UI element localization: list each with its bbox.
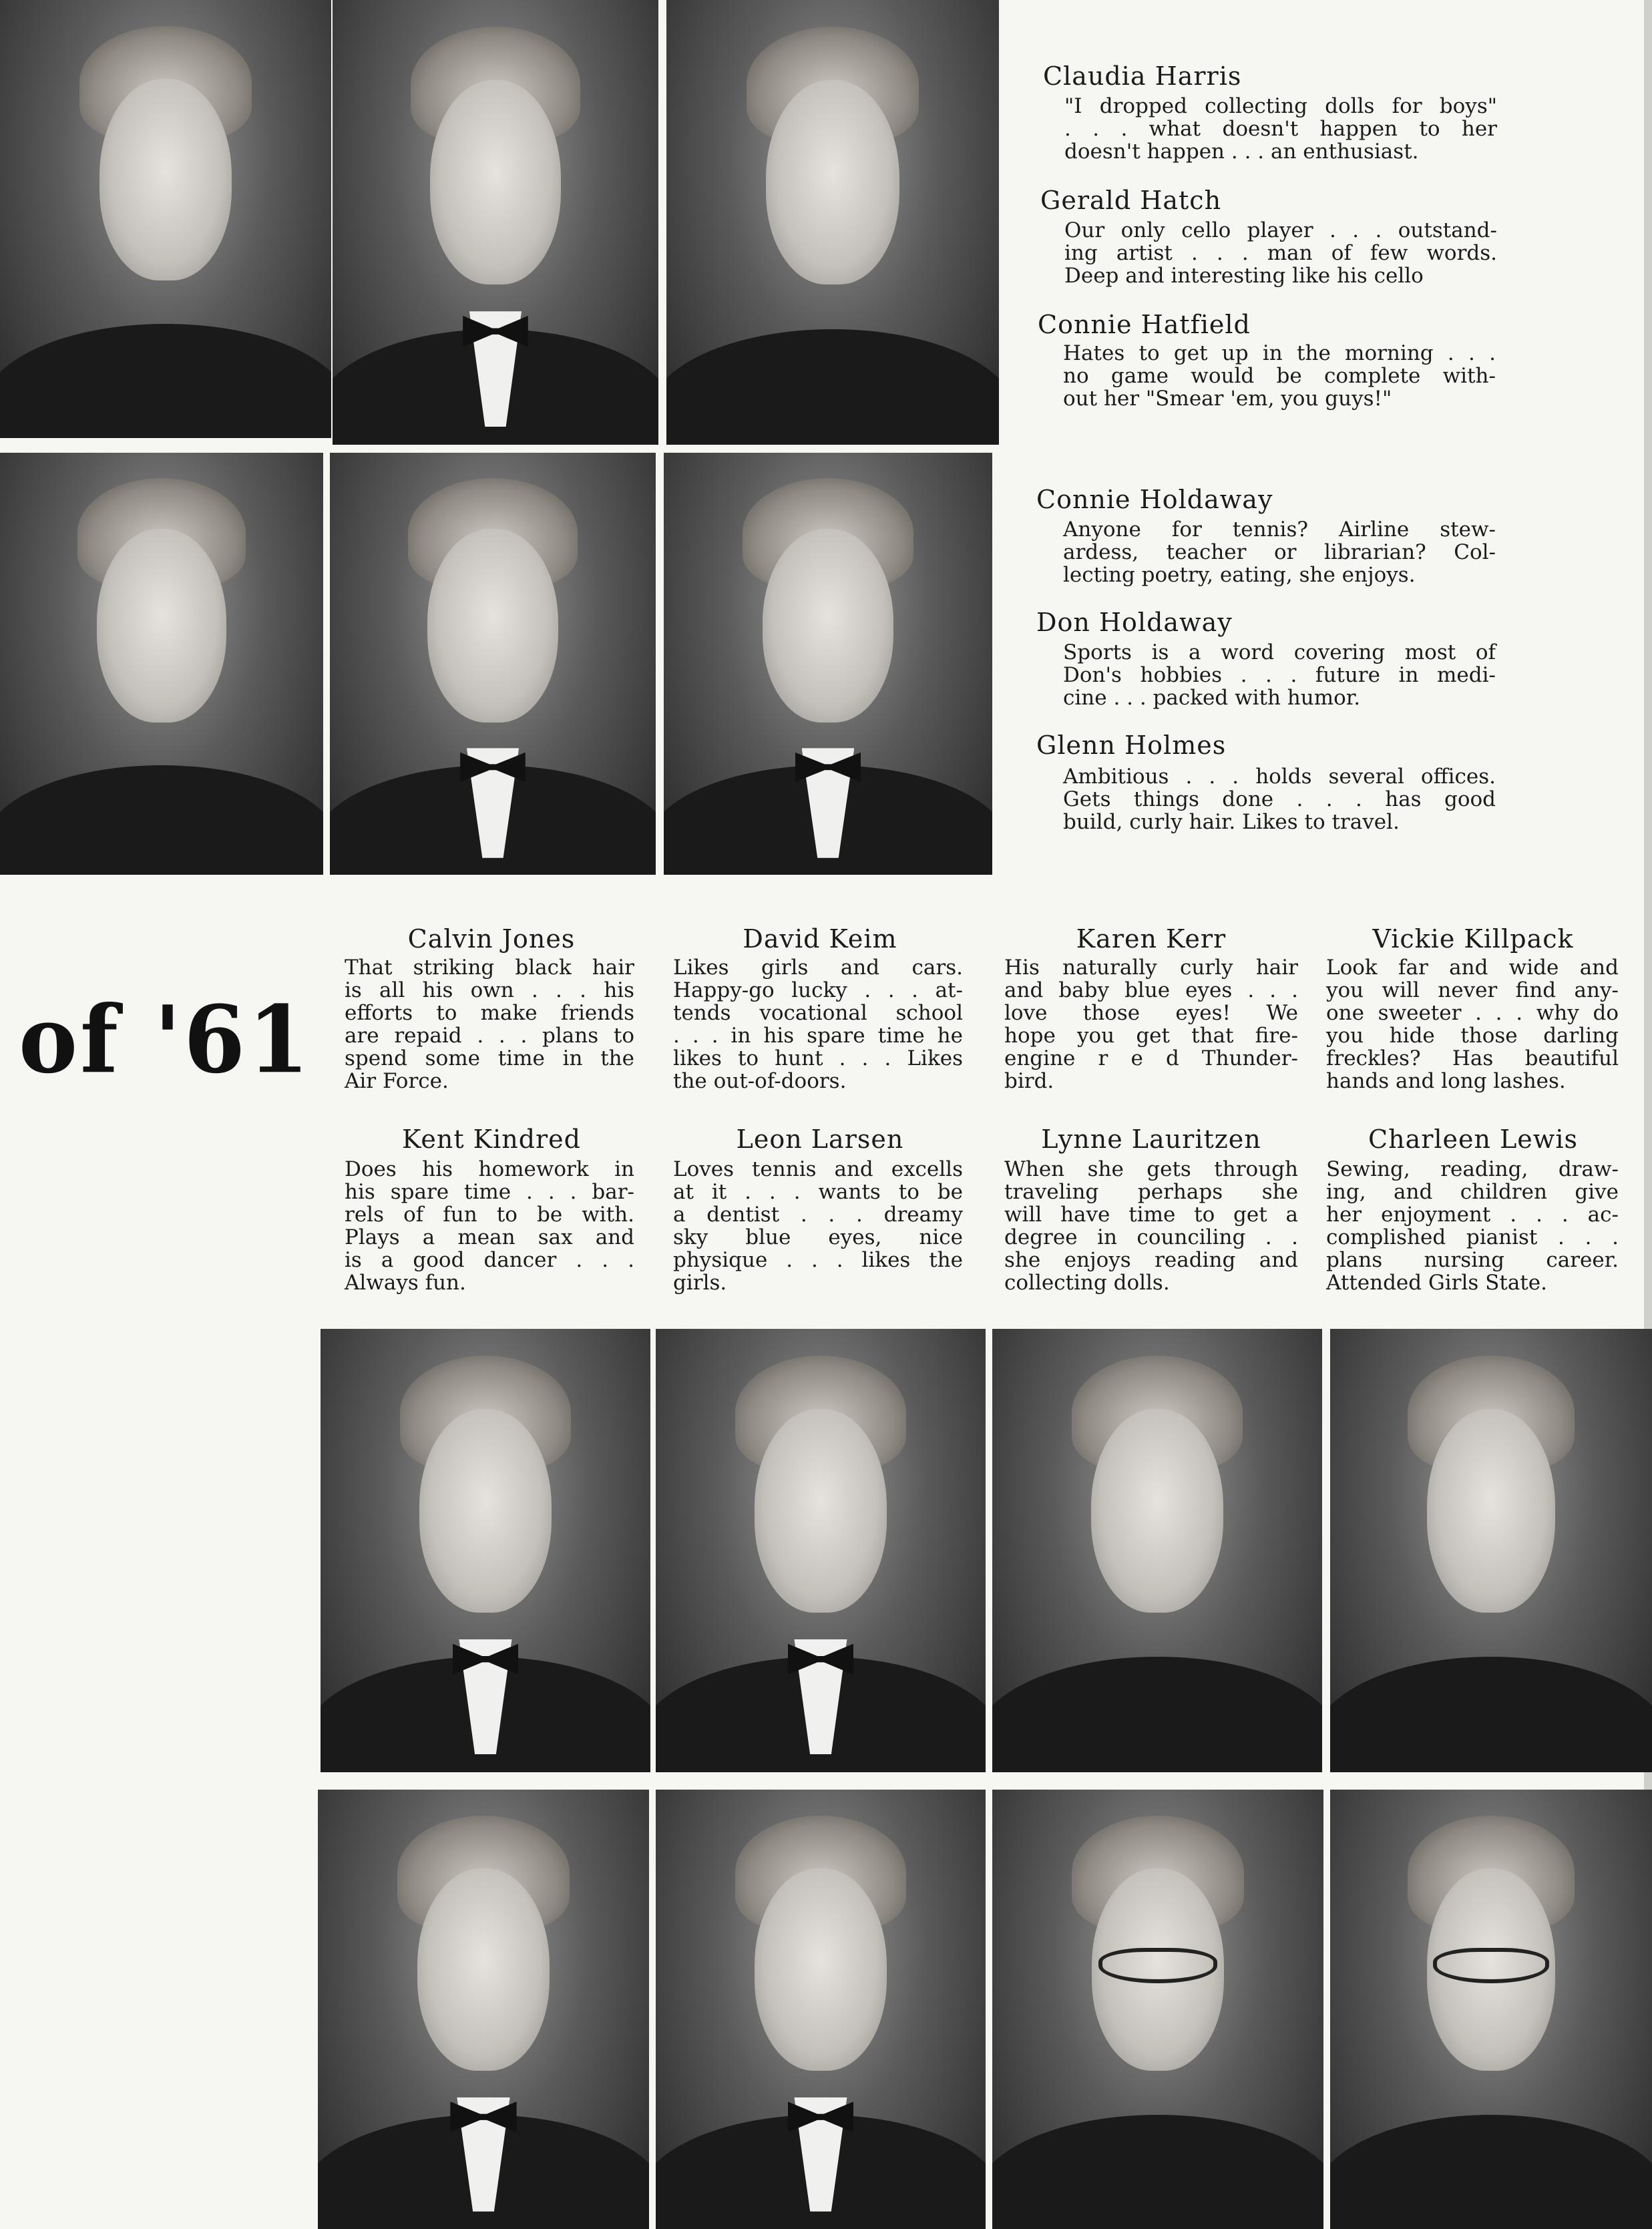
blurb-line: Plays a mean sax and — [345, 1225, 634, 1249]
blurb-line: complished pianist . . . — [1326, 1225, 1619, 1249]
blurb-line: is all his own . . . his — [345, 978, 634, 1002]
student-name: Claudia Harris — [1043, 61, 1242, 91]
student-name: Calvin Jones — [407, 924, 576, 954]
student-blurb — [345, 956, 634, 1092]
blurb-line: spend some time in the — [345, 1046, 634, 1070]
portrait-gerald-hatch — [333, 0, 658, 445]
blurb-line: . . . what doesn't happen to her — [1064, 117, 1497, 141]
blurb-line: are repaid . . . plans to — [345, 1024, 634, 1048]
student-blurb — [1063, 518, 1496, 586]
blurb-line: plans nursing career. — [1326, 1248, 1619, 1272]
student-blurb — [1064, 219, 1497, 287]
blurb-line: Look far and wide and — [1326, 956, 1619, 980]
blurb-line: Always fun. — [345, 1271, 466, 1295]
blurb-line: engine r e d Thunder- — [1004, 1046, 1298, 1070]
student-blurb — [1064, 95, 1497, 163]
portrait-charleen-lewis — [1330, 1790, 1652, 2229]
blurb-line: Likes girls and cars. — [673, 956, 963, 980]
blurb-line: collecting dolls. — [1004, 1271, 1170, 1295]
blurb-line: Attended Girls State. — [1326, 1271, 1547, 1295]
blurb-line: When she gets through — [1004, 1157, 1298, 1181]
student-name: Leon Larsen — [736, 1125, 904, 1154]
portrait-kent-kindred — [318, 1790, 649, 2229]
blurb-line: That striking black hair — [345, 956, 634, 980]
blurb-line: a dentist . . . dreamy — [673, 1203, 963, 1227]
student-blurb — [1326, 1158, 1619, 1294]
blurb-line: doesn't happen . . . an enthusiast. — [1064, 140, 1419, 164]
blurb-line: Hates to get up in the morning . . . — [1063, 341, 1496, 365]
blurb-line: Does his homework in — [345, 1157, 634, 1181]
blurb-line: out her "Smear 'em, you guys!" — [1063, 387, 1392, 411]
blurb-line: will have time to get a — [1004, 1203, 1298, 1227]
blurb-line: hands and long lashes. — [1326, 1069, 1566, 1093]
student-blurb — [1063, 641, 1496, 709]
student-blurb — [1063, 765, 1496, 833]
blurb-line: is a good dancer . . . — [345, 1248, 634, 1272]
portrait-claudia-harris — [0, 0, 331, 438]
student-blurb — [1004, 1158, 1298, 1294]
blurb-line: she enjoys reading and — [1004, 1248, 1298, 1272]
blurb-line: physique . . . likes the — [673, 1248, 963, 1272]
blurb-line: Gets things done . . . has good — [1063, 787, 1496, 811]
blurb-line: build, curly hair. Likes to travel. — [1063, 810, 1400, 834]
blurb-line: hope you get that fire- — [1004, 1024, 1298, 1048]
blurb-line: bird. — [1004, 1069, 1054, 1093]
blurb-line: sky blue eyes, nice — [673, 1225, 963, 1249]
blurb-line: Air Force. — [345, 1069, 449, 1093]
blurb-line: ing artist . . . man of few words. — [1064, 241, 1497, 265]
blurb-line: no game would be complete with- — [1063, 364, 1496, 388]
student-name: Vickie Killpack — [1372, 924, 1574, 954]
student-name: Gerald Hatch — [1040, 186, 1222, 215]
class-year-heading: of '61 — [19, 986, 312, 1094]
portrait-calvin-jones — [321, 1329, 650, 1772]
student-name: Karen Kerr — [1076, 924, 1227, 954]
student-blurb — [673, 956, 963, 1092]
blurb-line: tends vocational school — [673, 1001, 963, 1025]
blurb-line: at it . . . wants to be — [673, 1180, 963, 1204]
blurb-line: efforts to make friends — [345, 1001, 634, 1025]
student-name: Glenn Holmes — [1036, 731, 1227, 760]
portrait-don-holdaway — [330, 453, 656, 875]
student-name: David Keim — [743, 924, 897, 954]
blurb-line: love those eyes! We — [1004, 1001, 1298, 1025]
blurb-line: Sewing, reading, draw- — [1326, 1157, 1619, 1181]
blurb-line: likes to hunt . . . Likes — [673, 1046, 963, 1070]
blurb-line: Sports is a word covering most of — [1063, 640, 1496, 664]
blurb-line: Loves tennis and excells — [673, 1157, 963, 1181]
blurb-line: ardess, teacher or librarian? Col- — [1063, 540, 1496, 564]
blurb-line: Anyone for tennis? Airline stew- — [1063, 518, 1496, 542]
blurb-line: . . . in his spare time he — [673, 1024, 963, 1048]
student-blurb — [1326, 956, 1619, 1092]
blurb-line: you will never find any- — [1326, 978, 1619, 1002]
blurb-line: the out-of-doors. — [673, 1069, 847, 1093]
student-name: Lynne Lauritzen — [1041, 1125, 1261, 1154]
blurb-line: one sweeter . . . why do — [1326, 1001, 1619, 1025]
blurb-line: "I dropped collecting dolls for boys" — [1064, 94, 1497, 118]
portrait-david-keim — [656, 1329, 986, 1772]
blurb-line: his spare time . . . bar- — [345, 1180, 634, 1204]
blurb-line: girls. — [673, 1271, 727, 1295]
portrait-connie-hatfield — [666, 0, 999, 445]
blurb-line: Deep and interesting like his cello — [1064, 264, 1424, 288]
blurb-line: you hide those darling — [1326, 1024, 1619, 1048]
blurb-line: and baby blue eyes . . . — [1004, 978, 1298, 1002]
portrait-connie-holdaway — [0, 453, 323, 875]
blurb-line: lecting poetry, eating, she enjoys. — [1063, 563, 1416, 587]
portrait-glenn-holmes — [664, 453, 992, 875]
portrait-leon-larsen — [656, 1790, 986, 2229]
blurb-line: ing, and children give — [1326, 1180, 1619, 1204]
blurb-line: His naturally curly hair — [1004, 956, 1298, 980]
student-name: Don Holdaway — [1036, 608, 1233, 637]
blurb-line: cine . . . packed with humor. — [1063, 686, 1361, 710]
portrait-vickie-killpack — [1330, 1329, 1652, 1772]
student-blurb — [673, 1158, 963, 1294]
student-blurb — [345, 1158, 634, 1294]
portrait-lynne-lauritzen — [992, 1790, 1323, 2229]
blurb-line: Don's hobbies . . . future in medi- — [1063, 663, 1496, 687]
portrait-karen-kerr — [992, 1329, 1322, 1772]
blurb-line: freckles? Has beautiful — [1326, 1046, 1619, 1070]
student-blurb — [1063, 342, 1496, 410]
student-name: Connie Hatfield — [1038, 310, 1251, 339]
blurb-line: rels of fun to be with. — [345, 1203, 634, 1227]
student-name: Charleen Lewis — [1368, 1125, 1578, 1154]
blurb-line: traveling perhaps she — [1004, 1180, 1298, 1204]
student-blurb — [1004, 956, 1298, 1092]
student-name: Kent Kindred — [402, 1125, 581, 1154]
blurb-line: her enjoyment . . . ac- — [1326, 1203, 1619, 1227]
blurb-line: degree in counciling . . — [1004, 1225, 1298, 1249]
blurb-line: Happy-go lucky . . . at- — [673, 978, 963, 1002]
student-name: Connie Holdaway — [1036, 485, 1273, 514]
blurb-line: Ambitious . . . holds several offices. — [1063, 765, 1496, 789]
blurb-line: Our only cello player . . . outstand- — [1064, 218, 1497, 242]
